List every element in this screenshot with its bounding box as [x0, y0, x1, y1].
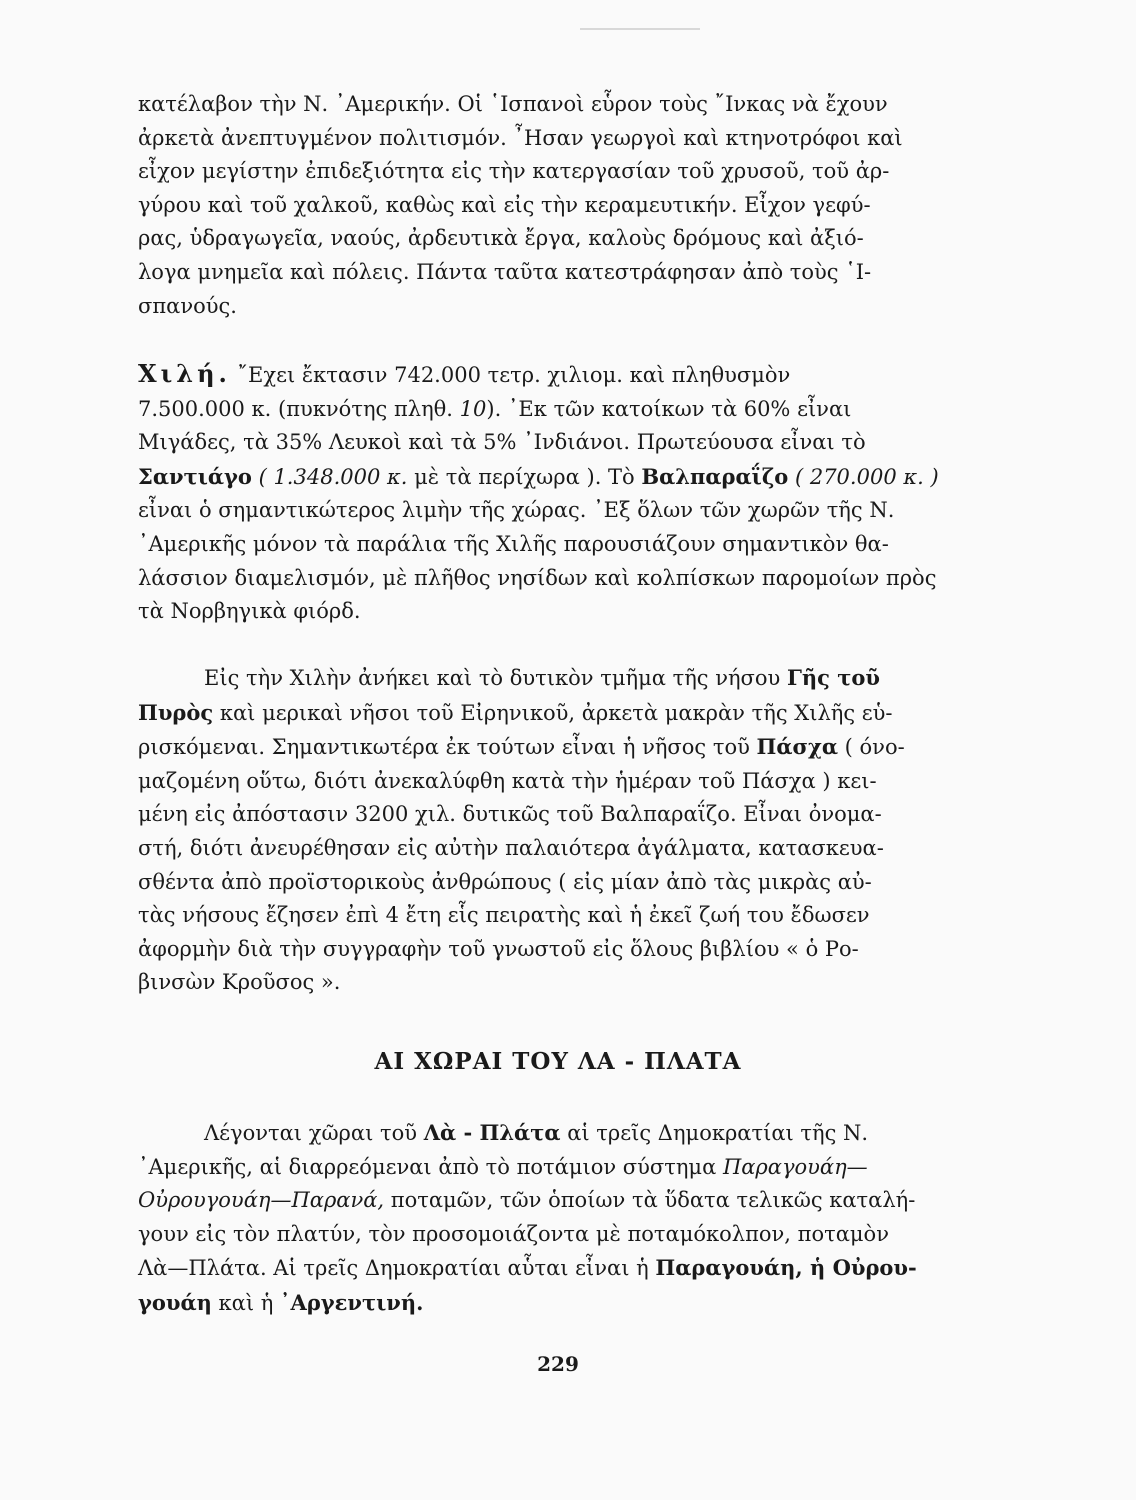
text-span: ρισκόμεναι. Σημαντικωτέρα ἐκ τούτων εἶναι ἡ νῆσος τοῦ [138, 735, 757, 760]
text-line: λογα μνημεῖα καὶ πόλεις. Πάντα ταῦτα κατεστράφησαν ἀπὸ τοὺς ῾Ι- [138, 259, 872, 284]
easter-island-term: Πάσχα [756, 734, 838, 760]
text-span: ( όνο- [838, 735, 905, 760]
text-span: Λὰ—Πλάτα. Αἱ τρεῖς Δημοκρατίαι αὗται εἶναι ἡ [138, 1256, 656, 1281]
text-line: γύρου καὶ τοῦ χαλκοῦ, καθὼς καὶ εἰς τὴν κεραμευτικήν. Εἶχον γεφύ- [138, 192, 871, 217]
text-span: ). ᾿Εκ τῶν κατοίκων τὰ 60% εἶναι [486, 396, 852, 421]
text-line: σθέντα ἀπὸ προϊστορικοὺς ἀνθρώπους ( εἰς μίαν ἀπὸ τὰς μικρὰς αὐ- [138, 869, 872, 894]
section-title-chile: Χιλή. [138, 359, 231, 388]
city-santiago: Σαντιάγο [138, 463, 252, 489]
page-number: 229 [537, 1352, 579, 1376]
text-line: στή, διότι ἀνευρέθησαν εἰς αὐτὴν παλαιότερα ἀγάλματα, κατασκευα- [138, 835, 884, 860]
text-line: ἀφορμὴν διὰ τὴν συγγραφὴν τοῦ γνωστοῦ εἰς ὅλους βιβλίου « ὁ Ρο- [138, 936, 859, 961]
tierra-del-fuego-term: Γῆς τοῦ [786, 665, 880, 690]
text-line [138, 730, 978, 765]
text-line: βινσὼν Κροῦσος ». [138, 970, 341, 995]
text-line: κατέλαβον τὴν Ν. ᾿Αμερικήν. Οἱ ῾Ισπανοὶ εὗρον τοὺς ῎Ινκας νὰ ἔχουν [138, 92, 888, 116]
country-argentina: ᾿Αργεντινή. [280, 1289, 424, 1315]
text-line [138, 661, 978, 696]
text-line [138, 1151, 978, 1185]
text-span: Εἰς τὴν Χιλὴν ἀνήκει καὶ τὸ δυτικὸν τμῆμα τῆς νήσου [204, 666, 787, 690]
la-plata-term: Λὰ - Πλάτα [423, 1120, 561, 1145]
santiago-population: ( 1.348.000 κ. [251, 464, 408, 489]
text-line: Μιγάδες, τὰ 35% Λευκοὶ καὶ τὰ 5% ᾿Ινδιάνοι. Πρωτεύουσα εἶναι τὸ [138, 430, 866, 455]
valparaiso-population: ( 270.000 κ. ) [788, 464, 939, 489]
text-line: εἶναι ὁ σημαντικώτερος λιμὴν τῆς χώρας. ᾿Εξ ὅλων τῶν χωρῶν τῆς Ν. [138, 498, 895, 523]
scan-artifact-line [580, 28, 700, 30]
river-system-term: Παραγουάη— [722, 1154, 868, 1179]
text-line [138, 1116, 978, 1151]
density-value: 10 [459, 396, 487, 421]
text-span: ᾿Αμερικῆς, αἱ διαρρεόμεναι ἀπὸ τὸ ποτάμιον σύστημα [138, 1154, 723, 1179]
country-paraguay-uruguay: Παραγουάη, ἡ Οὐρου- [655, 1255, 917, 1281]
paragraph-spanish-conquest [138, 88, 978, 323]
text-span: καὶ μερικαὶ νῆσοι τοῦ Εἰρηνικοῦ, ἀρκετὰ μακρὰν τῆς Χιλῆς εὑ- [213, 700, 893, 725]
text-line: ἀρκετὰ ἀνεπτυγμένον πολιτισμόν. ῏Ησαν γεωργοὶ καὶ κτηνοτρόφοι καὶ [138, 125, 903, 150]
text-span: καὶ ἡ [211, 1290, 281, 1315]
text-line [138, 393, 978, 427]
text-line: μένη εἰς ἀπόστασιν 3200 χιλ. δυτικῶς τοῦ Βαλπαραΐζο. Εἶναι ὀνομα- [138, 802, 882, 827]
text-line [138, 357, 978, 393]
text-line [138, 460, 978, 495]
text-line: τὰ Νορβηγικὰ φιόρδ. [138, 599, 361, 624]
country-uruguay: γουάη [138, 1289, 212, 1315]
text-line: εἶχον μεγίστην ἐπιδεξιότητα εἰς τὴν κατεργασίαν τοῦ χρυσοῦ, τοῦ ἀρ- [138, 159, 890, 184]
text-line: γουν εἰς τὸν πλατύν, τὸν προσομοιάζοντα μὲ ποταμόκολπον, ποταμὸν [138, 1221, 889, 1246]
tierra-del-fuego-term: Πυρὸς [138, 699, 214, 725]
text-span: ῎Εχει ἔκτασιν 742.000 τετρ. χιλιομ. καὶ πληθυσμὸν [230, 363, 791, 387]
text-line: μαζομένη οὕτω, διότι ἀνεκαλύφθη κατὰ τὴν ἡμέραν τοῦ Πάσχα ) κει- [138, 768, 877, 793]
text-span: ποταμῶν, τῶν ὁποίων τὰ ὕδατα τελικῶς καταλή- [384, 1188, 916, 1213]
paragraph-islands [138, 661, 978, 1000]
paragraph-chile [138, 357, 978, 629]
text-line [138, 1286, 978, 1321]
text-span: αἱ τρεῖς Δημοκρατίαι τῆς Ν. [560, 1121, 869, 1145]
text-span: μὲ τὰ περίχωρα ). Τὸ [407, 464, 642, 489]
text-line [138, 1184, 978, 1218]
text-span: Λέγονται χῶραι τοῦ [204, 1121, 424, 1145]
text-line [138, 696, 978, 731]
text-line: τὰς νήσους ἔζησεν ἐπὶ 4 ἔτη εἷς πειρατὴς καὶ ἡ ἐκεῖ ζωή του ἔδωσεν [138, 903, 870, 928]
text-span: 7.500.000 κ. (πυκνότης πληθ. [138, 396, 460, 421]
text-line: σπανούς. [138, 293, 237, 318]
text-line: ᾿Αμερικῆς μόνον τὰ παράλια τῆς Χιλῆς παρουσιάζουν σημαντικὸν θα- [138, 531, 889, 556]
text-line: ρας, ὑδραγωγεῖα, ναούς, ἀρδευτικὰ ἔργα, καλοὺς δρόμους καὶ ἀξιό- [138, 226, 864, 251]
text-line: λάσσιον διαμελισμόν, μὲ πλῆθος νησίδων καὶ κολπίσκων παρομοίων πρὸς [138, 565, 937, 590]
paragraph-la-plata [138, 1116, 978, 1321]
section-heading: ΑΙ ΧΩΡΑΙ ΤΟΥ ΛΑ - ΠΛΑΤΑ [374, 1048, 742, 1075]
text-line [138, 1251, 978, 1286]
river-system-term: Οὐρουγουάη—Παρανά, [138, 1188, 385, 1213]
city-valparaiso: Βαλπαραΐζο [641, 463, 789, 489]
